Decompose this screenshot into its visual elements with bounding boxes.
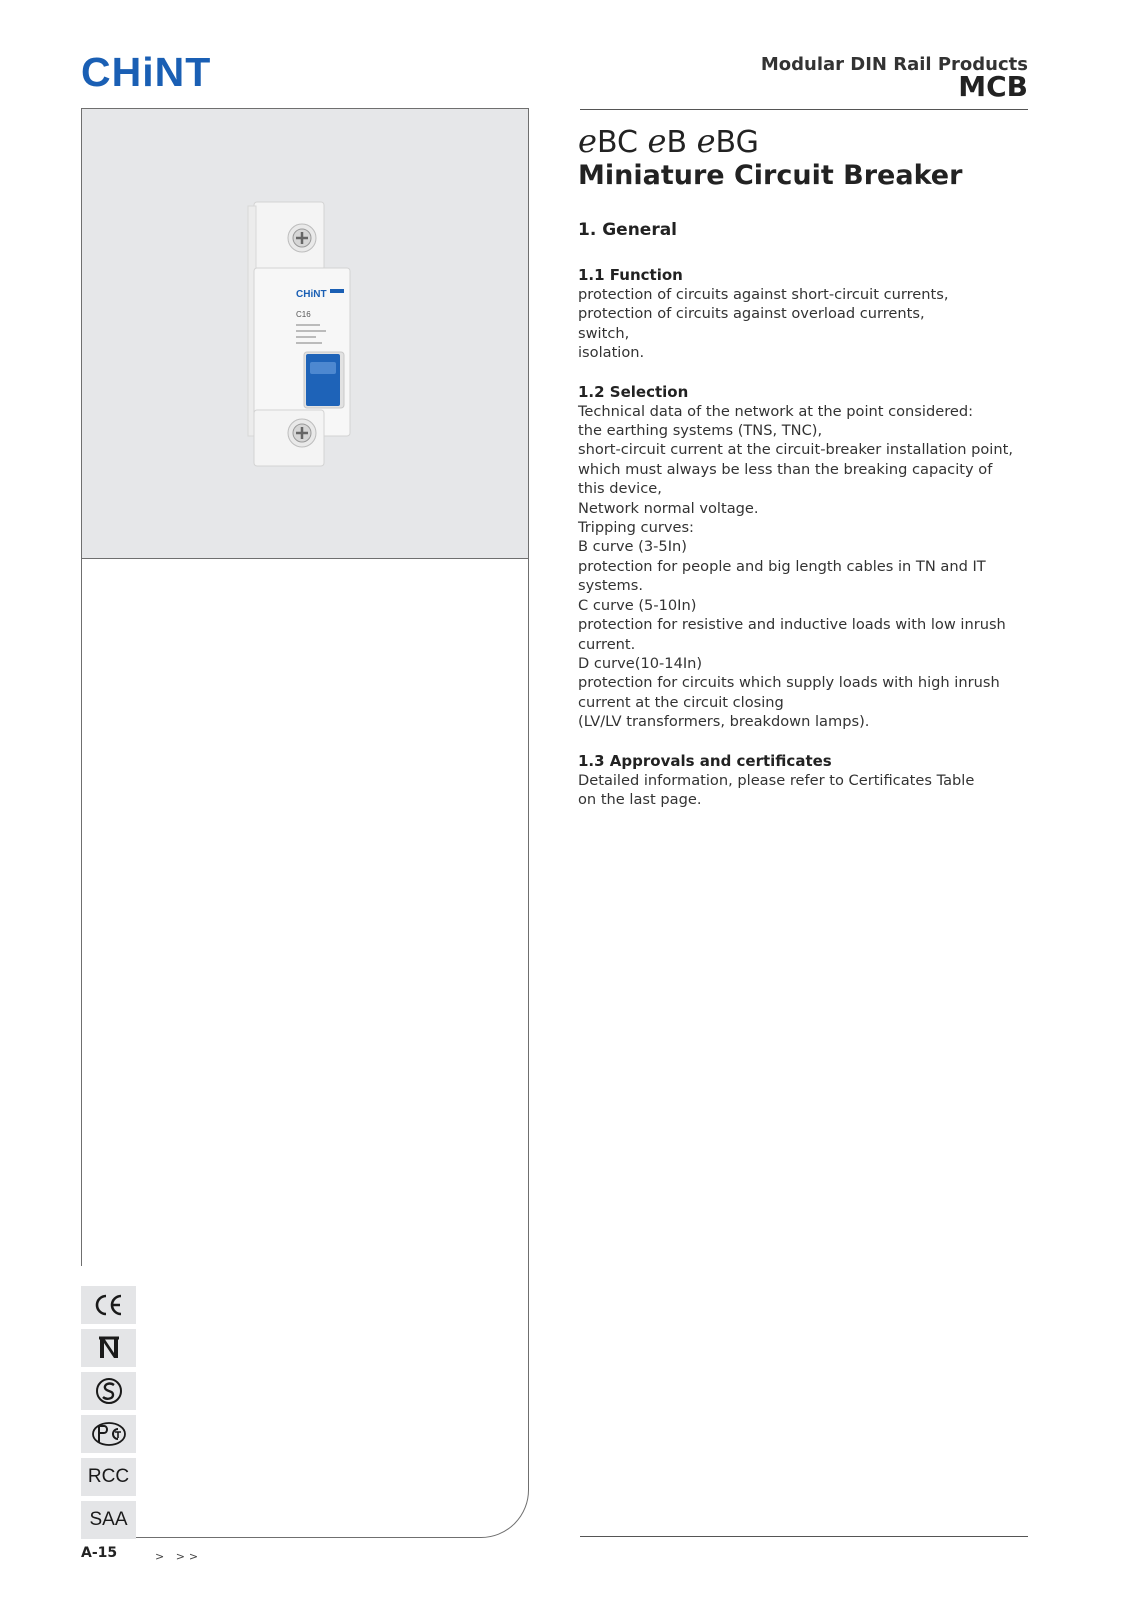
selection-lines [578,402,1030,732]
ce-mark-icon [81,1286,136,1324]
text-line: protection for resistive and inductive loads with low inrush [578,616,1006,634]
text-line: on the last page. [578,790,702,808]
chint-logo [81,52,225,92]
section-general-heading: 1. General [578,220,678,240]
text-line: protection of circuits against short-circuit currents, [578,286,949,303]
approvals-heading: 1.3 Approvals and certificates [578,751,832,770]
n-mark-icon [81,1329,136,1367]
footer-rule [580,1536,1028,1537]
text-line: Technical data of the network at the point considered: [578,402,974,420]
text-line: B curve (3-5In) [578,538,687,556]
header-rule [580,109,1028,110]
approvals-lines [578,771,1030,810]
series-bc: BC [596,125,638,160]
header-code: MCB [958,70,1028,103]
s-mark-icon [81,1372,136,1410]
text-line: Tripping curves: [578,519,694,537]
text-line: systems. [578,577,644,595]
series-names [578,124,1030,160]
text-line: which must always be less than the breaking capacity of [578,460,993,478]
text-line: C curve (5-10In) [578,596,697,614]
page-number: A-15 [81,1545,118,1561]
logo-text: CHiNT [81,52,212,92]
text-line: Detailed information, please refer to Certificates Table [578,771,975,789]
saa-mark: SAA [81,1501,136,1539]
e-series-icon: e [647,122,667,160]
text-line: current. [578,635,636,653]
selection-heading: 1.2 Selection [578,382,689,401]
series-b: B [666,125,688,160]
text-line: (LV/LV transformers, breakdown lamps). [578,713,870,731]
breaker-rating-label: C16 [296,310,311,319]
header-category: Modular DIN Rail Products [760,54,1028,75]
text-line: protection of circuits against overload currents, [578,305,925,323]
text-line: short-circuit current at the circuit-breaker installation point, [578,441,1013,459]
text-line: Network normal voltage. [578,499,759,517]
content-column [578,124,1030,809]
text-line: D curve(10-14In) [578,654,703,672]
series-bg: BG [715,125,759,160]
e-series-icon: e [696,122,716,160]
text-line: the earthing systems (TNS, TNC), [578,422,823,440]
e-series-icon: e [578,122,597,160]
function-heading: 1.1 Function [578,266,683,284]
text-line: this device, [578,480,662,498]
function-lines [578,285,1030,363]
product-title: Miniature Circuit Breaker [578,160,963,191]
breaker-brand-label: CHiNT [296,289,327,300]
text-line: current at the circuit closing [578,693,784,711]
text-line: protection for people and big length cables in TN and IT [578,557,986,575]
text-line: isolation. [578,344,645,362]
text-line: switch, [578,324,630,342]
text-line: protection for circuits which supply loads with high inrush [578,674,1000,692]
circuit-breaker-image [240,200,370,472]
page-arrows: > >> [155,1550,203,1563]
pct-mark-icon [81,1415,136,1453]
rcc-mark: RCC [81,1458,136,1496]
